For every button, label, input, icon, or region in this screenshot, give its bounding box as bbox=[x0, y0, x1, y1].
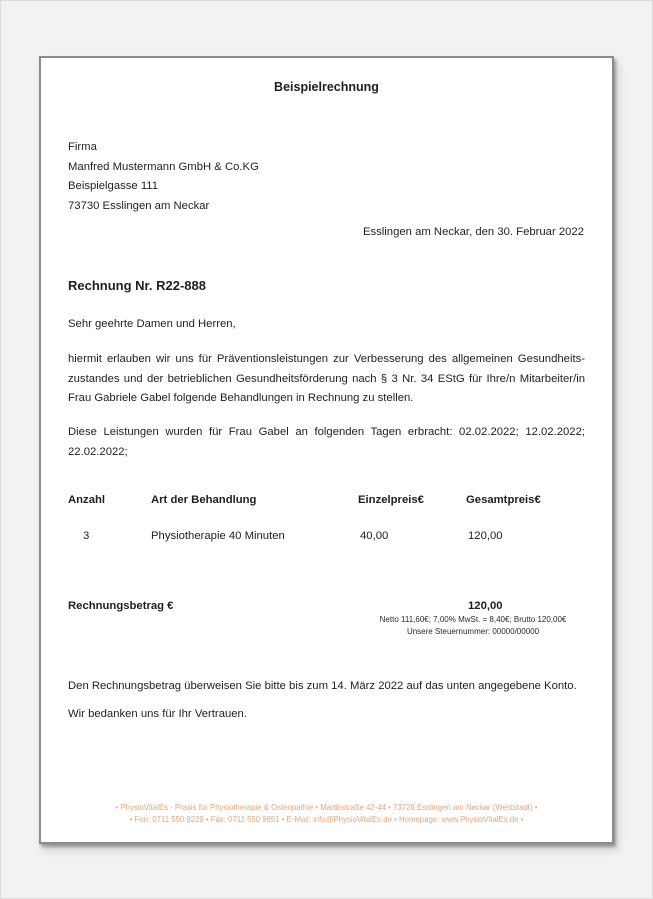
items-table-header bbox=[41, 494, 612, 510]
table-row bbox=[41, 530, 612, 546]
item-total-price: 120,00 bbox=[468, 530, 503, 542]
closing-paragraph: Wir bedanken uns für Ihr Vertrauen. bbox=[68, 708, 247, 720]
tax-number-note: Unsere Steuernummer: 00000/00000 bbox=[406, 626, 540, 636]
invoice-page bbox=[39, 56, 614, 844]
header-anzahl: Anzahl bbox=[68, 494, 106, 506]
invoice-title: Beispielrechnung bbox=[274, 80, 379, 94]
payment-instruction-paragraph: Den Rechnungsbetrag überweisen Sie bitte bis zum 14. März 2022 auf das unten angegebene Konto. bbox=[68, 680, 577, 692]
item-unit-price: 40,00 bbox=[360, 530, 389, 542]
tax-breakdown-note: Netto 111,60€; 7,00% MwSt. = 8,40€; Brutto 120,00€ bbox=[379, 615, 567, 624]
tax-note-block bbox=[331, 614, 615, 637]
invoice-number-heading: Rechnung Nr. R22-888 bbox=[68, 278, 206, 293]
service-dates-paragraph: Diese Leistungen wurden für Frau Gabel an folgenden Tagen erbracht: 02.02.2022; 12.02.2022; 22.02.2022; bbox=[68, 426, 585, 458]
recipient-address-block: Firma Manfred Mustermann GmbH & Co.KG Beispielgasse 111 73730 Esslingen am Neckar bbox=[68, 141, 259, 212]
salutation: Sehr geehrte Damen und Herren, bbox=[68, 318, 236, 330]
footer-contact-block: • PhysioVitalEs - Praxis für Physiotherapie & Osteopathie • Martinstraße 42-44 • 73728 Esslingen am Neckar (Weststadt) • • Fon: 0711 550 9229 • Fax: 0711 550 9651 • E-Mail: info@PhysioVitalEs.de • Homepage: www.PhysioVitalEs.de • bbox=[115, 803, 538, 824]
total-label: Rechnungsbetrag € bbox=[68, 600, 174, 612]
item-description: Physiotherapie 40 Minuten bbox=[151, 530, 285, 542]
header-art-der-behandlung: Art der Behandlung bbox=[151, 494, 257, 506]
place-and-date-line: Esslingen am Neckar, den 30. Februar 2022 bbox=[362, 226, 584, 238]
header-gesamtpreis: Gesamtpreis€ bbox=[466, 494, 541, 506]
total-value: 120,00 bbox=[468, 600, 503, 612]
intro-paragraph: hiermit erlauben wir uns für Präventionsleistungen zur Verbesserung des allgemeinen Gesundheits- zustandes und der betrieblichen Gesundheitsförderung nach § 3 Nr. 34 EStG für Ihre/n Mitarbeiter/in Frau Gabriele Gabel folgende Behandlungen in Rechnung zu stellen. bbox=[68, 353, 585, 404]
item-quantity: 3 bbox=[83, 530, 90, 542]
header-einzelpreis: Einzelpreis€ bbox=[358, 494, 424, 506]
